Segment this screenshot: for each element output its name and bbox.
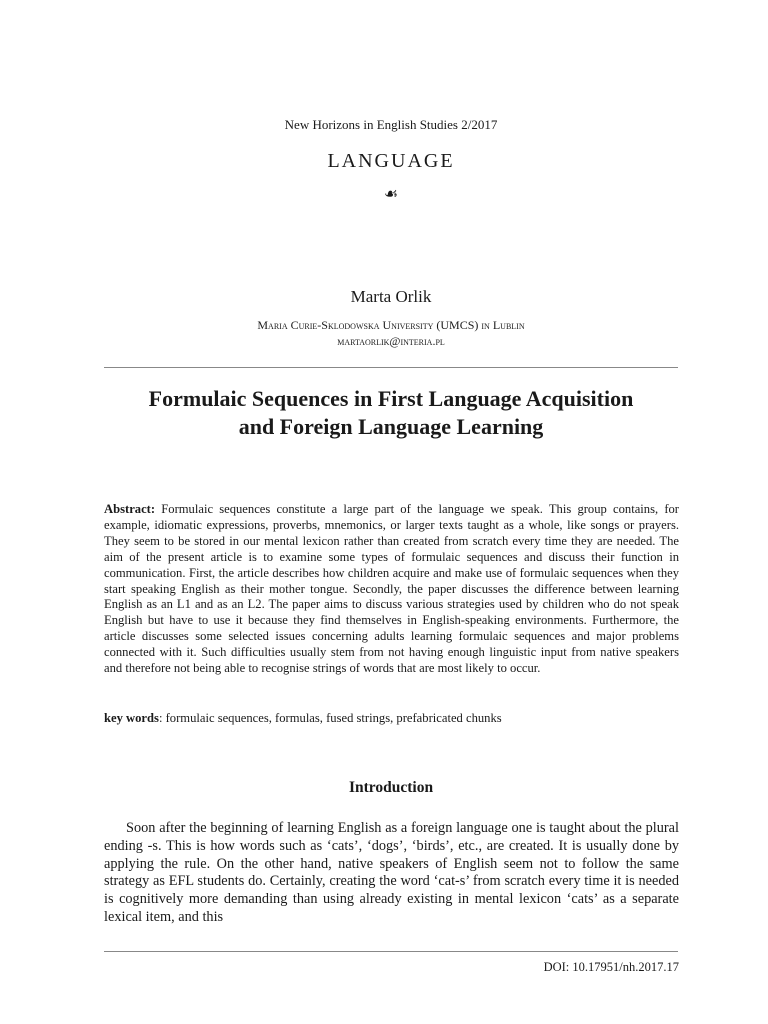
introduction-paragraph: Soon after the beginning of learning English as a foreign language one is taught about the plural ending -s. This is how words such as ‘cats’, ‘dogs’, ‘birds’, etc., are created. It is usually done by applying the rule. On the other hand, native speakers of English seem not to follow the same strategy as EFL students do. Certainly, creating the word ‘cat-s’ from scratch every time it is needed is cognitively more demanding than using already existing in mental lexicon ‘cats’ as a separate lexical item, and this: [104, 820, 679, 925]
fleuron-ornament-icon: ☙: [383, 184, 399, 203]
keywords-label: key words: [104, 711, 159, 725]
abstract: [104, 502, 679, 677]
paper-title-line-2: and Foreign Language Learning: [238, 414, 544, 439]
author-name: Marta Orlik: [350, 287, 432, 306]
bottom-divider: [104, 951, 678, 952]
author-email: martaorlik@interia.pl: [337, 334, 445, 348]
section-title: LANGUAGE: [327, 150, 455, 172]
keywords-text: : formulaic sequences, formulas, fused strings, prefabricated chunks: [158, 711, 502, 725]
introduction-heading: Introduction: [348, 779, 434, 796]
paper-title: [80, 385, 702, 441]
abstract-text: Formulaic sequences constitute a large part of the language we speak. This group contains, for example, idiomatic expressions, proverbs, mnemonics, or larger texts taught as a whole, like songs or prayers. They seem to be stored in our mental lexicon rather than created from scratch every time they are needed. The aim of the present article is to examine some types of formulaic sequences and discuss their function in communication. First, the article describes how children acquire and make use of formulaic sequences when they start speaking English as their mother tongue. Secondly, the paper discusses the difference between learning English as an L1 and as an L2. The paper aims to discuss various strategies used by children who do not speak English but have to use it because they find themselves in English-speaking environments. Furthermore, the article discusses some selected issues concerning adults learning formulaic sequences and major problems connected with it. Such difficulties usually stem from not having enough linguistic input from native speakers and therefore not being able to recognise strings of words that are most likely to occur.: [104, 502, 680, 676]
journal-name: New Horizons in English Studies 2/2017: [284, 117, 498, 132]
paper-title-line-1: Formulaic Sequences in First Language Acquisition: [148, 386, 634, 411]
keywords: [104, 710, 679, 726]
author-affiliation: Maria Curie-Sklodowska University (UMCS) in Lublin: [257, 318, 525, 332]
abstract-label: Abstract:: [104, 502, 156, 516]
doi: DOI: 10.17951/nh.2017.17: [543, 960, 679, 974]
top-divider: [104, 367, 678, 368]
